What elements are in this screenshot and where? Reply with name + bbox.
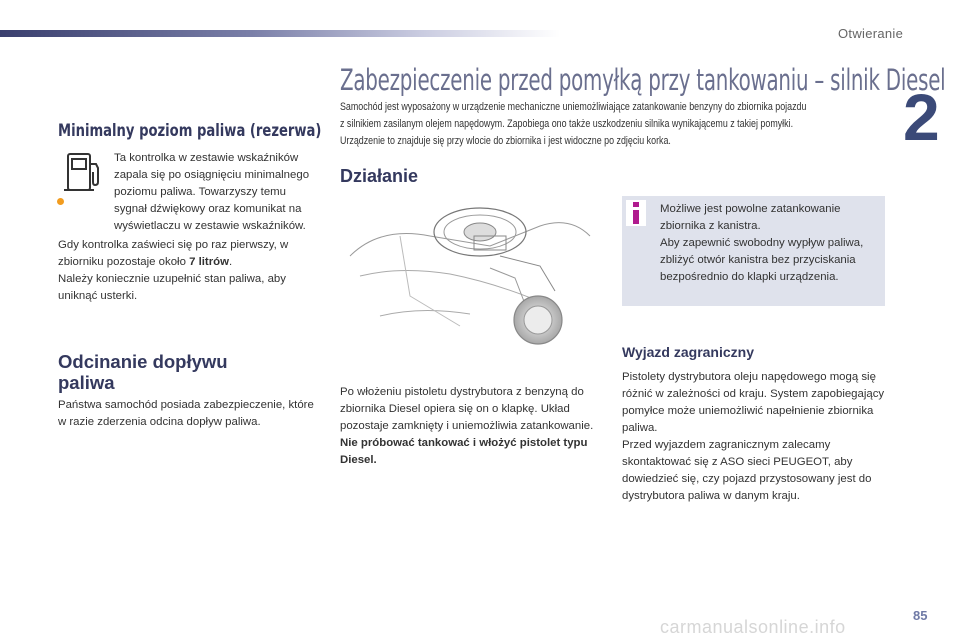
operation-warning: Nie próbować tankować i włożyć pistolet typu Diesel.: [340, 437, 588, 466]
info-icon: [626, 200, 646, 226]
abroad-advice: Przed wyjazdem zagranicznym zalecamy skontaktować się z ASO sieci PEUGEOT, aby dowiedzieć się, czy pojazd przystosowany jest do dystrybutora paliwa w danym kraju.: [622, 439, 872, 502]
intro-line: z silnikiem zasilanym olejem napędowym. Zapobiega ono także uszkodzeniu silnika wynikającemu z takiej pomyłki.: [340, 118, 794, 130]
info-flow-note: Aby zapewnić swobodny wypływ paliwa, zbliżyć otwór kanistra bez przyciskania bezpośrednio do klapki urządzenia.: [660, 237, 864, 283]
abroad-paragraph: [622, 369, 886, 505]
info-canister-note: Możliwe jest powolne zatankowanie zbiornika z kanistra.: [660, 203, 841, 232]
operation-paragraph: [340, 384, 610, 469]
section-title: Otwieranie: [838, 26, 904, 41]
chapter-number: 2: [903, 80, 940, 154]
reserve-heading: Minimalny poziom paliwa (rezerwa): [58, 121, 322, 141]
reserve-liters: 7 litrów: [189, 256, 229, 268]
fuel-filler-diagram: [340, 196, 620, 354]
watermark: carmanualsonline.info: [660, 617, 846, 637]
intro-line: Samochód jest wyposażony w urządzenie mechaniczne uniemożliwiające zatankowanie benzyny do zbiornika pojazdu: [340, 101, 807, 113]
abroad-text: Pistolety dystrybutora oleju napędowego mogą się różnić w zależności od kraju. System zapobiegający pomyłce może uniemożliwić napełnienie zbiornika paliwa.: [622, 371, 885, 434]
operation-heading: Działanie: [340, 166, 419, 186]
intro-line: Urządzenie to znajduje się przy wlocie do zbiornika i jest widoczne po zdjęciu korka.: [340, 135, 671, 147]
reserve-description: Ta kontrolka w zestawie wskaźników zapala się po osiągnięciu minimalnego poziomu paliwa. Towarzyszy temu sygnał dźwiękowy oraz komunikat na wyświetlaczu w zestawie wskaźników.: [114, 152, 310, 232]
reserve-text-end: .: [228, 256, 233, 268]
operation-text: Po włożeniu pistoletu dystrybutora z benzyną do zbiornika Diesel opiera się on o klapkę. Układ pozostaje zamknięty i uniemożliwia zatankowanie.: [340, 386, 594, 432]
fuel-cutoff-heading: Odcinanie dopływu paliwa: [58, 351, 228, 393]
intro-paragraph: [340, 99, 885, 150]
info-text: [660, 201, 880, 286]
fuel-pump-icon: [60, 150, 106, 194]
reserve-paragraph: [58, 237, 320, 305]
page-number: 85: [913, 608, 928, 623]
header-accent-bar: [0, 30, 560, 37]
abroad-heading: Wyjazd zagraniczny: [622, 344, 755, 360]
page-title: Zabezpieczenie przed pomyłką przy tankowaniu – silnik Diesel: [340, 63, 946, 97]
reserve-refuel-note: Należy koniecznie uzupełnić stan paliwa, aby uniknąć usterki.: [58, 273, 286, 302]
reserve-indicator-light: [57, 198, 64, 205]
fuel-cutoff-text: Państwa samochód posiada zabezpieczenie, które w razie zderzenia odcina dopływ paliwa.: [58, 399, 314, 428]
reserve-text-start: Gdy kontrolka zaświeci się po raz pierwszy, w zbiorniku pozostaje około: [58, 239, 289, 268]
